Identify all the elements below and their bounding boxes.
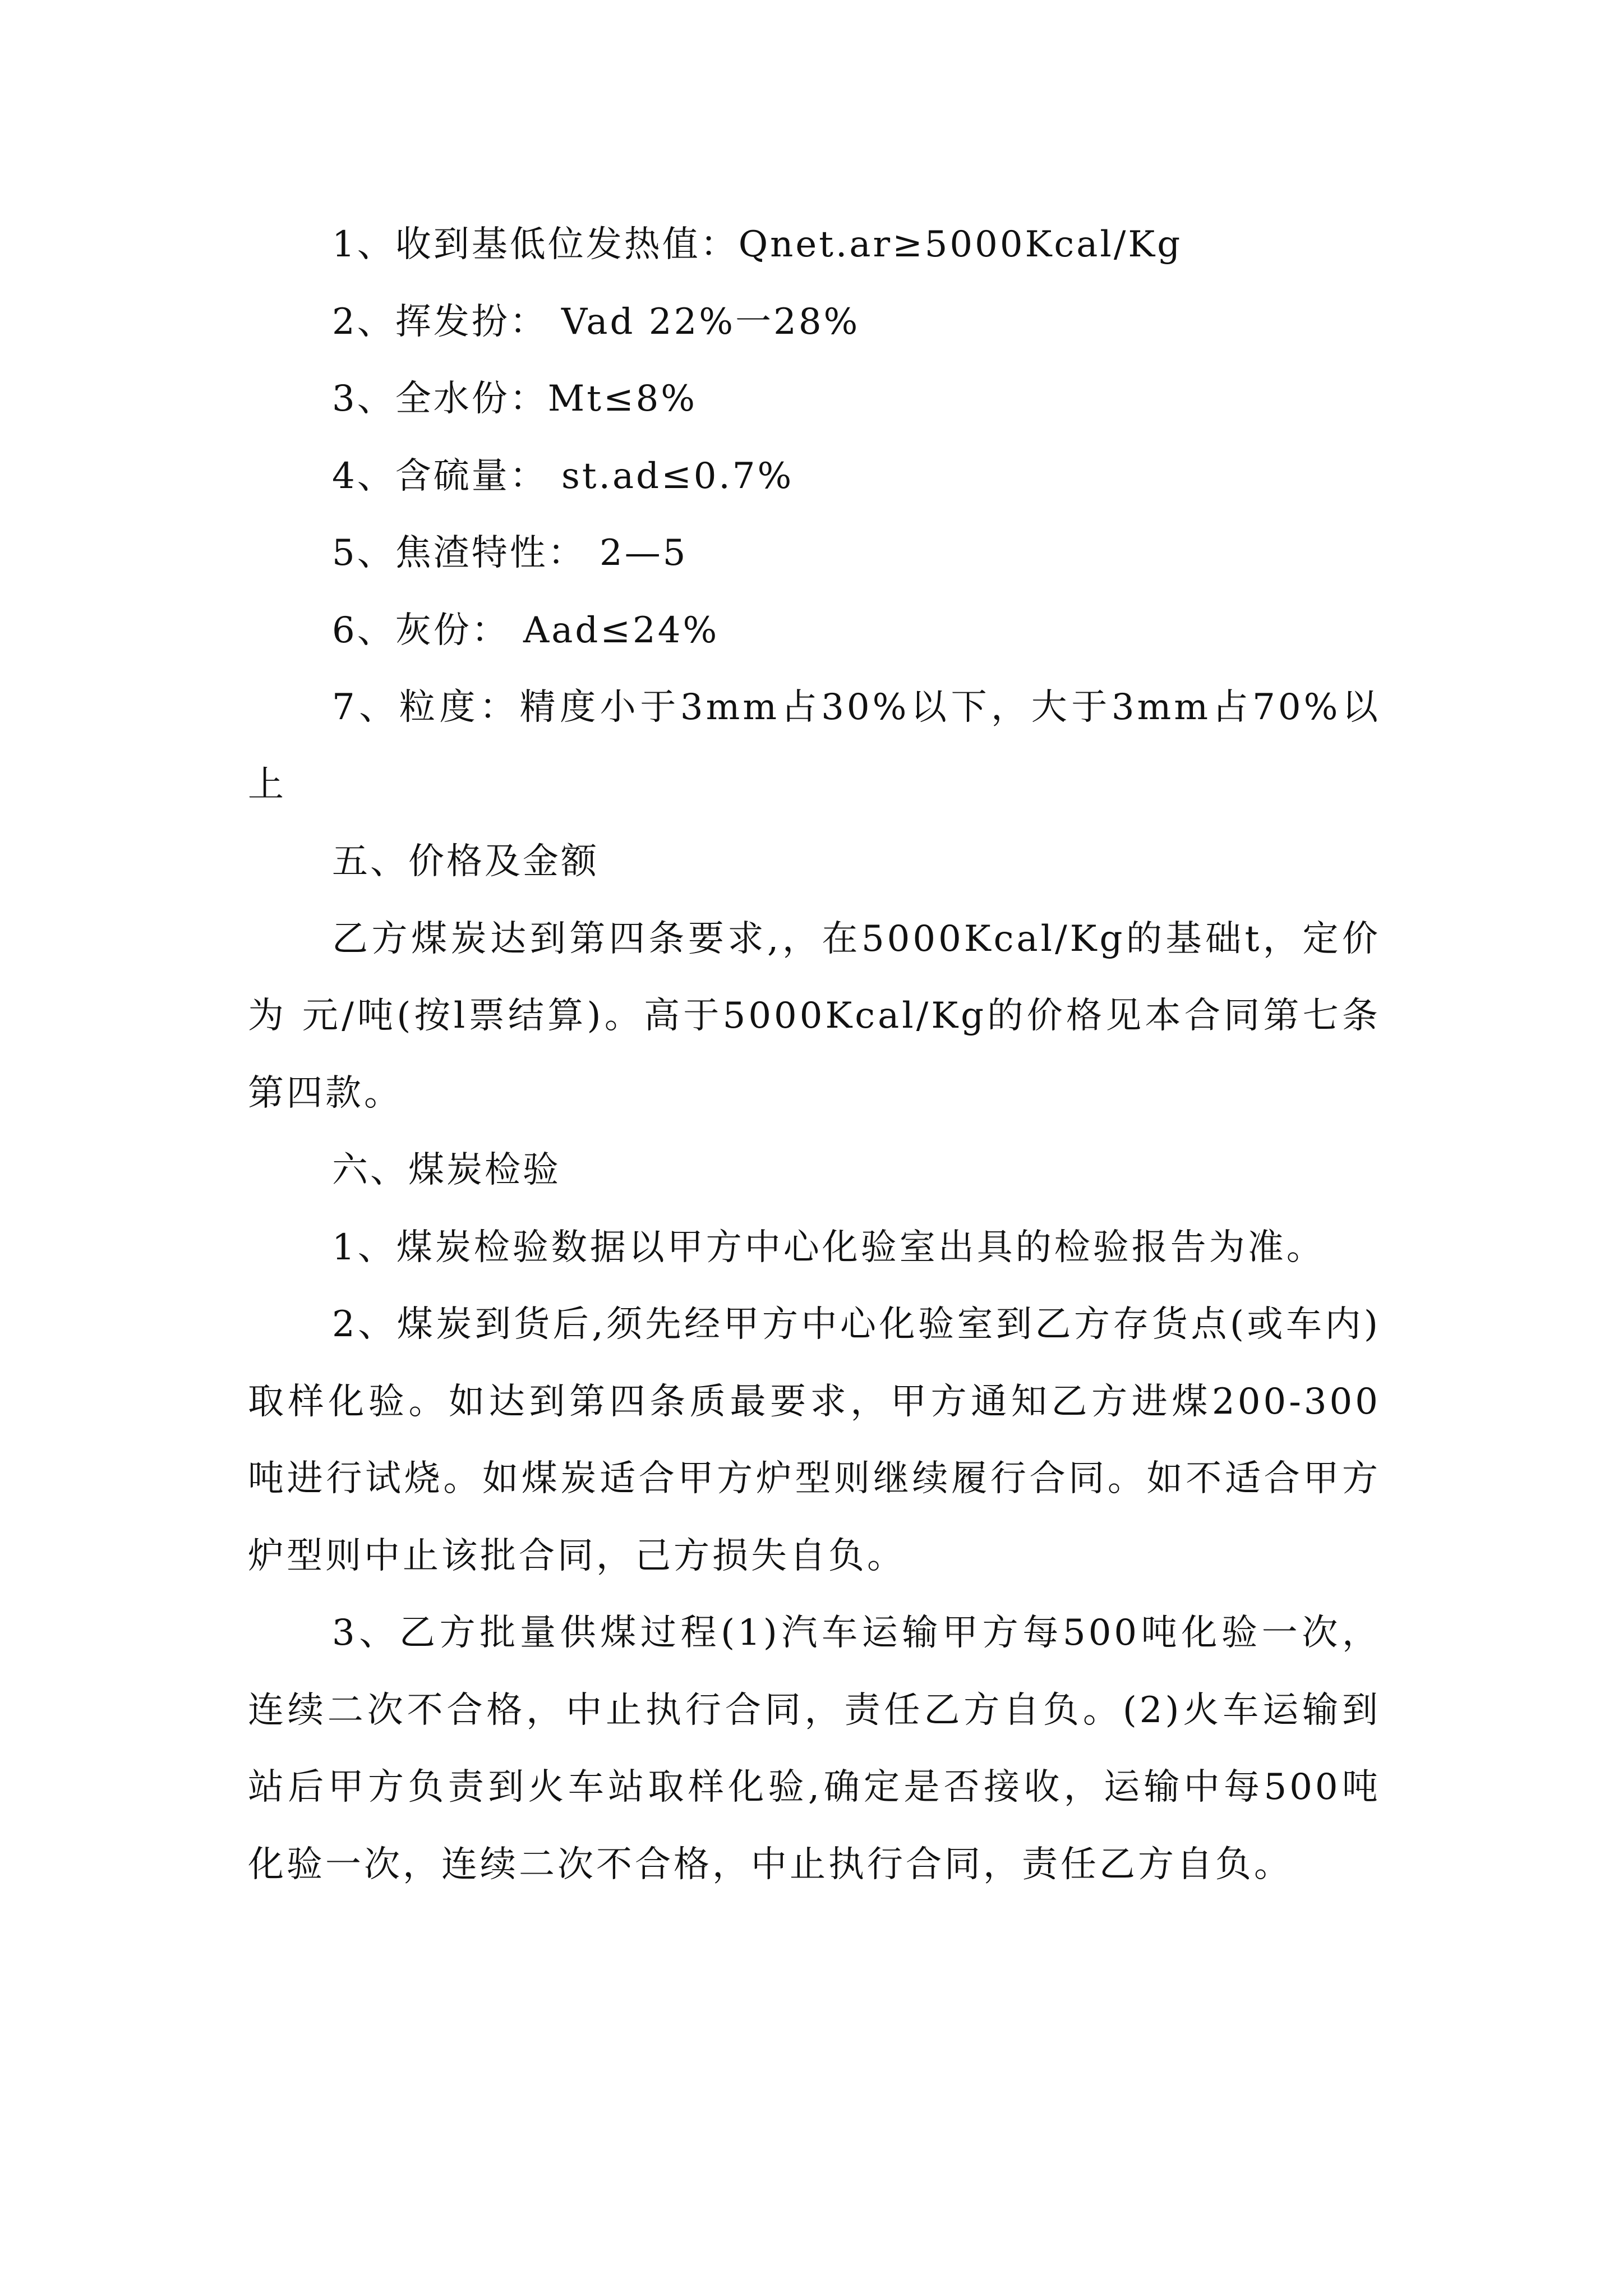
spec-item-moisture: 3、全水份：Mt≤8% <box>332 378 698 420</box>
paragraph-inspection-2: 2、煤炭到货后,须先经甲方中心化验室到乙方存货点(或车内)取样化验。如达到第四条质最要求，甲方通知乙方进煤200-300吨进行试烧。如煤炭适合甲方炉型则继续履行合同。如不适合甲方炉型则中止该批合同，己方损失自负。 <box>248 1304 1381 1577</box>
spec-item-volatile: 2、挥发扮： Vad 22%一28% <box>332 301 860 343</box>
paragraph-inspection-1: 1、煤炭检验数据以甲方中心化验室出具的检验报告为准。 <box>332 1226 1325 1268</box>
spec-item-heating-value: 1、收到基低位发热值：Qnet.ar≥5000Kcal/Kg <box>332 224 1183 265</box>
paragraph-inspection-3: 3、乙方批量供煤过程(1)汽车运输甲方每500吨化验一次，连续二次不合格，中止执行合同，责任乙方自负。(2)火车运输到站后甲方负责到火车站取样化验,确定是否接收，运输中每500吨化验一次，连续二次不合格，中止执行合同，责任乙方自负。 <box>248 1612 1381 1885</box>
spec-item-granularity: 7、粒度：精度小于3mm占30%以下，大于3mm占70%以上 <box>248 687 1381 806</box>
paragraph-price: 乙方煤炭达到第四条要求,，在5000Kcal/Kg的基础t，定价为 元/吨(按l票结算)。高于5000Kcal/Kg的价格见本合同第七条第四款。 <box>248 918 1381 1114</box>
spec-item-ash: 6、灰份： Aad≤24% <box>332 609 720 651</box>
spec-item-coke-residue: 5、焦渣特性： 2—5 <box>332 532 688 574</box>
document-body <box>248 206 1381 1903</box>
section-heading-price: 五、价格及金额 <box>332 841 599 882</box>
section-heading-inspection: 六、煤炭检验 <box>332 1149 561 1191</box>
spec-item-sulfur: 4、含硫量： st.ad≤0.7% <box>332 455 794 497</box>
